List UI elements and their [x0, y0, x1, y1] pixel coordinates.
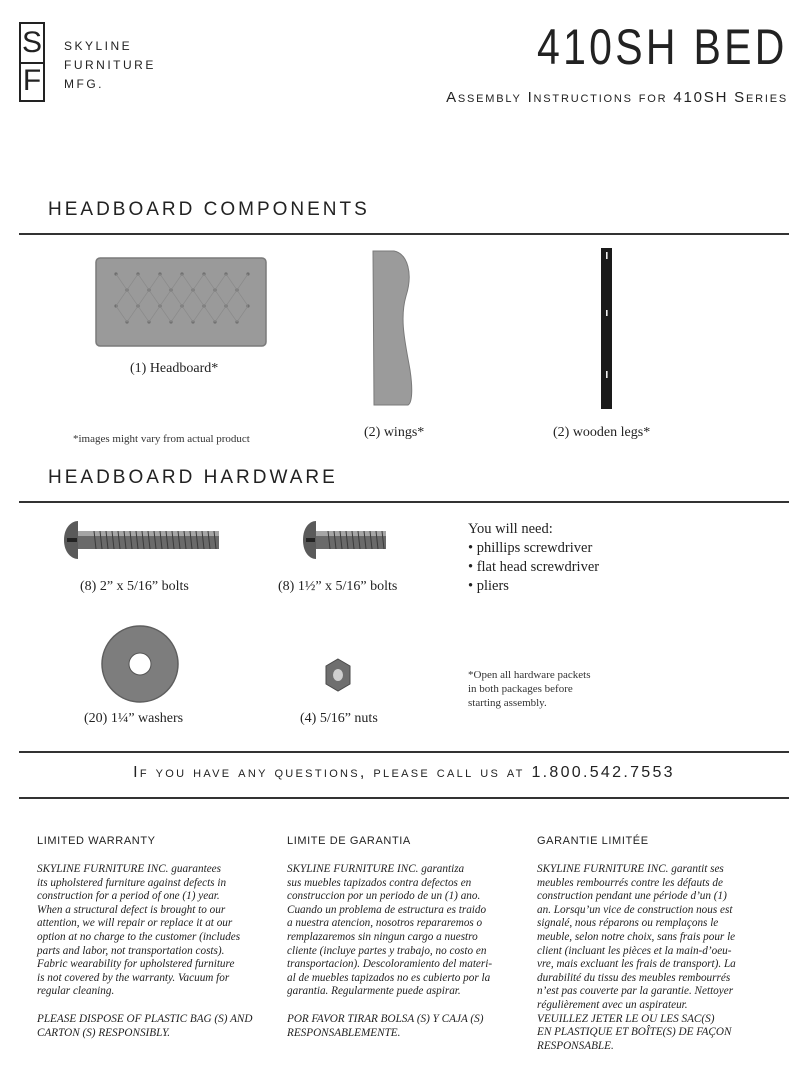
brand-name: [64, 37, 156, 94]
warranty-body: SKYLINE FURNITURE INC. guarantees its upholstered furniture against defects in construction for a period of one (1) year. When a structural defect is brought to our attention, we will repair or replace it at our option at no charge to the customer (includes parts and labor, not transportation costs). Fabric wearability for upholstered furniture is not covered by the warranty. Vacuum for regular cleaning.: [37, 863, 241, 998]
disposal-notice: PLEASE DISPOSE OF PLASTIC BAG (S) AND CARTON (S) RESPONSIBLY.: [37, 1012, 253, 1039]
headboard-caption: (1) Headboard*: [130, 361, 219, 376]
warranty-body: SKYLINE FURNITURE INC. garantiza sus muebles tapizados contra defectos en construccion por un periodo de un (1) ano. Cuando un problema de estructura es traido a nuestra atencion, nosotros repararemos o remplazaremos sin ningun cargo a nuestro cliente (incluye partes y trabajo, no costo en transportacion). Descoloramiento del materi- al de muebles tapizados no es cubierto por la garantia. Regularmente puede aspirar.: [287, 863, 493, 998]
packet-note-line: starting assembly.: [468, 697, 547, 709]
warranty-french: [537, 835, 777, 1067]
brand-line: SKYLINE: [64, 39, 133, 53]
section-divider: [19, 797, 789, 799]
page-subtitle: Assembly Instructions for 410SH Series: [446, 89, 788, 106]
short-bolts-caption: (8) 1½” x 5/16” bolts: [278, 579, 398, 594]
wings-caption: (2) wings*: [364, 425, 425, 440]
section-divider: [19, 751, 789, 753]
short-bolt-icon: [300, 518, 390, 562]
warranty-heading: LIMITE DE GARANTIA: [287, 835, 411, 847]
page-title: 410SH BED: [537, 19, 788, 75]
components-heading: HEADBOARD COMPONENTS: [48, 199, 370, 220]
section-divider: [19, 233, 789, 235]
contact-line: If you have any questions, please call us at 1.800.542.7553: [133, 764, 675, 781]
packet-note-line: in both packages before: [468, 683, 573, 695]
tools-heading: You will need:: [468, 521, 553, 537]
disposal-notice: VEUILLEZ JETER LE OU LES SAC(S) EN PLASTIQUE ET BOÎTE(S) DE FAÇON RESPONSABLE.: [537, 1012, 732, 1052]
logo-letter-s: S: [21, 26, 42, 59]
warranty-spanish: [287, 835, 527, 1054]
images-vary-note: *images might vary from actual product: [73, 433, 250, 445]
logo-mark: [19, 22, 45, 102]
wing-panel-icon: [368, 248, 418, 408]
headboard-icon: [94, 256, 268, 348]
brand-line: FURNITURE: [64, 58, 156, 72]
wooden-legs-caption: (2) wooden legs*: [553, 425, 651, 440]
hardware-heading: HEADBOARD HARDWARE: [48, 467, 338, 488]
tool-item: • pliers: [468, 578, 509, 594]
hex-nut-icon: [325, 658, 351, 692]
wooden-leg-icon: [597, 246, 617, 411]
nuts-caption: (4) 5/16” nuts: [300, 711, 378, 726]
warranty-body: SKYLINE FURNITURE INC. garantit ses meubles rembourrés contre les défauts de construction pendant une période d’un (1) an. Lorsqu’un vice de construction nous est signalé, nous réparons ou remplaçons le meuble, selon notre choix, sans frais pour le client (incluant les pièces et la main-d’oeu- vre, mais excluant les frais de transport). La durabilité du tissu des meubles rembourrés n’est pas couverte par la garantie. Nettoyer régulièrement avec un aspirateur.: [537, 863, 736, 1011]
washer-icon: [100, 624, 180, 704]
logo-letter-f: F: [22, 64, 42, 97]
tool-item: • phillips screwdriver: [468, 540, 593, 556]
brand-line: MFG.: [64, 77, 104, 91]
warranty-english: [37, 835, 277, 1054]
packet-note-line: *Open all hardware packets: [468, 669, 591, 681]
tools-needed: [468, 520, 599, 596]
warranty-heading: GARANTIE LIMITÉE: [537, 835, 649, 847]
section-divider: [19, 501, 789, 503]
disposal-notice: POR FAVOR TIRAR BOLSA (S) Y CAJA (S) RESPONSABLEMENTE.: [287, 1012, 484, 1039]
packet-note: [468, 668, 590, 710]
washers-caption: (20) 1¼” washers: [84, 711, 184, 726]
tool-item: • flat head screwdriver: [468, 559, 600, 575]
long-bolt-icon: [60, 518, 222, 562]
warranty-heading: LIMITED WARRANTY: [37, 835, 156, 847]
long-bolts-caption: (8) 2” x 5/16” bolts: [80, 579, 189, 594]
